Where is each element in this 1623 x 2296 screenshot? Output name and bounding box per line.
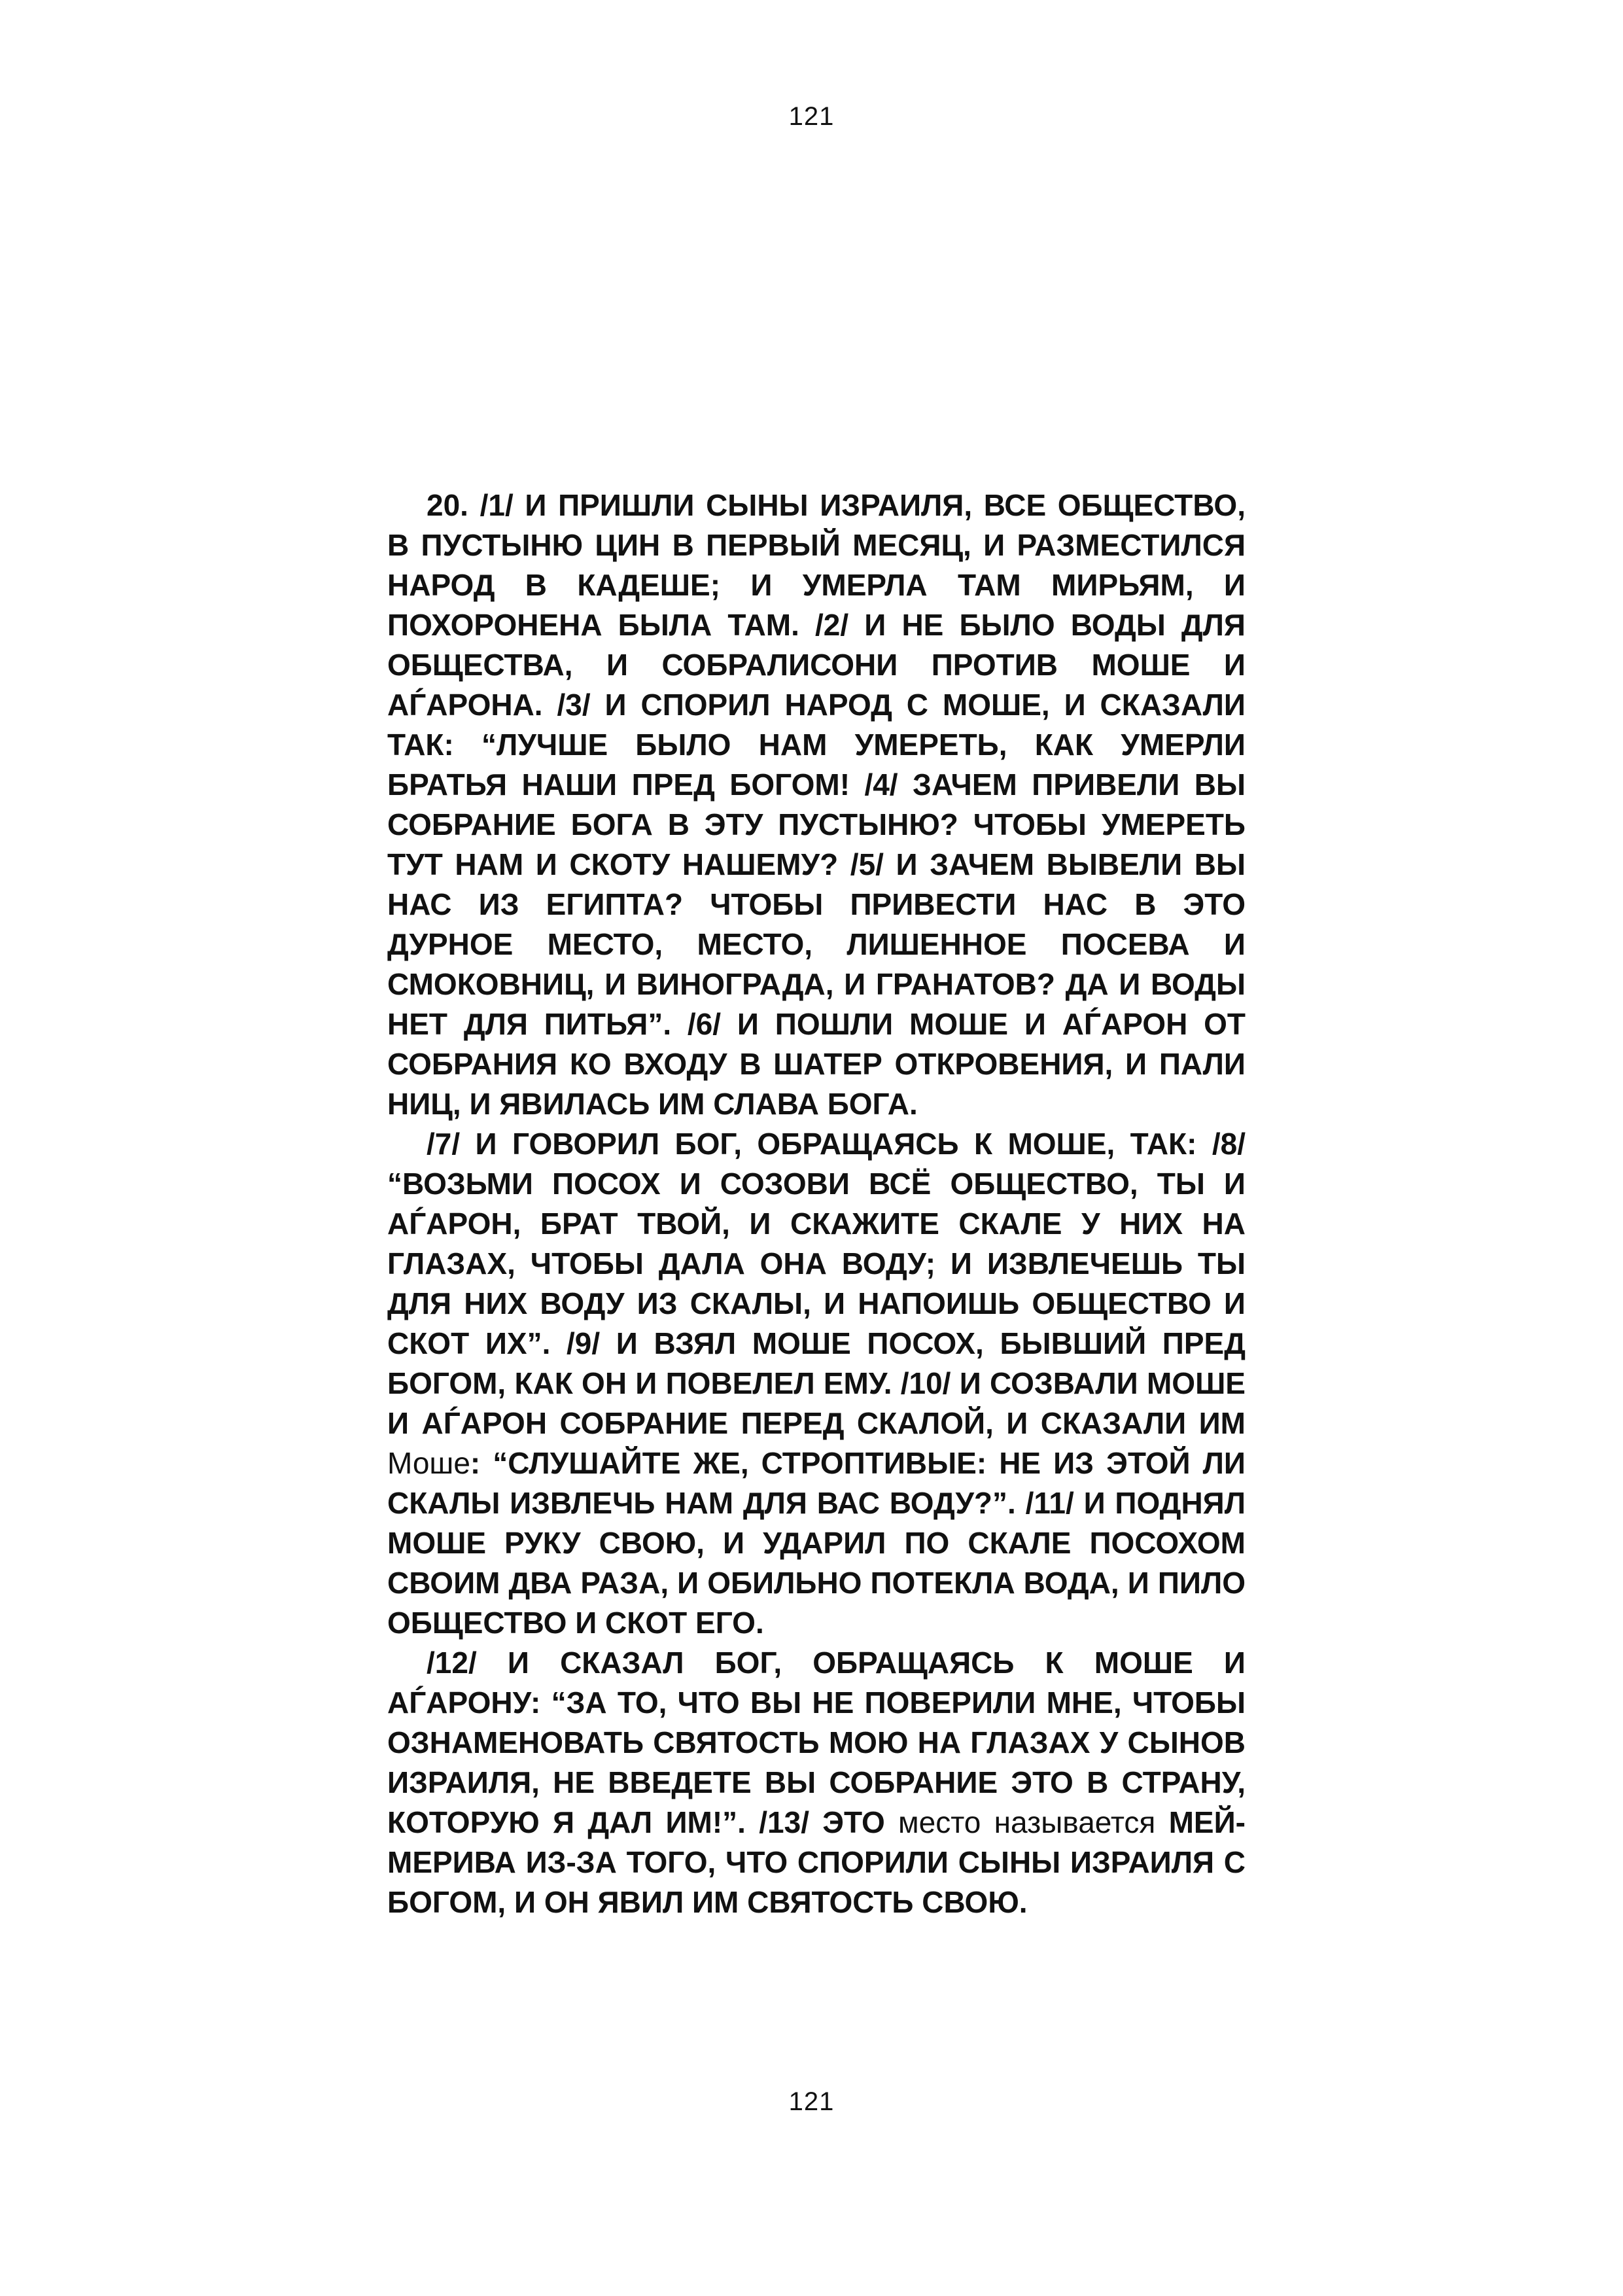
text-segment: МЕЙ-МЕРИВА ИЗ-ЗА ТОГО, ЧТО СПОРИЛИ СЫНЫ ИЗРАИЛЯ С БОГОМ, И ОН ЯВИЛ ИМ СВЯТОСТЬ СВОЮ. bbox=[387, 1805, 1246, 1919]
paragraph-1 bbox=[387, 486, 1246, 1124]
text-segment: /7/ И ГОВОРИЛ БОГ, ОБРАЩАЯСЬ К МОШЕ, ТАК: /8/ “ВОЗЬМИ ПОСОХ И СОЗОВИ ВСЁ ОБЩЕСТВО, ТЫ И АЃАРОН, БРАТ ТВОЙ, И СКАЖИТЕ СКАЛЕ У НИХ НА ГЛАЗАХ, ЧТОБЫ ДАЛА ОНА ВОДУ; И ИЗВЛЕЧЕШЬ ТЫ ДЛЯ НИХ ВОДУ ИЗ СКАЛЫ, И НАПОИШЬ ОБЩЕСТВО И СКОТ ИХ”. /9/ И ВЗЯЛ МОШЕ ПОСОХ, БЫВШИЙ ПРЕД БОГОМ, КАК ОН И ПОВЕЛЕЛ ЕМУ. /10/ И СОЗВАЛИ МОШЕ И АЃАРОН СОБРАНИЕ ПЕРЕД СКАЛОЙ, И СКАЗАЛИ ИМ bbox=[387, 1127, 1246, 1440]
text-segment-regular: Моше bbox=[387, 1446, 470, 1480]
page-number-top: 121 bbox=[788, 102, 835, 131]
page-number-bottom: 121 bbox=[788, 2087, 835, 2116]
text-segment: /12/ И СКАЗАЛ БОГ, ОБРАЩАЯСЬ К МОШЕ И АЃАРОНУ: “ЗА ТО, ЧТО ВЫ НЕ ПОВЕРИЛИ МНЕ, ЧТОБЫ ОЗНАМЕНОВАТЬ СВЯТОСТЬ МОЮ НА ГЛАЗАХ У СЫНОВ ИЗРАИЛЯ, НЕ ВВЕДЕТЕ ВЫ СОБРАНИЕ ЭТО В СТРАНУ, КОТОРУЮ Я ДАЛ ИМ!”. /13/ ЭТО bbox=[387, 1646, 1246, 1839]
paragraph-3 bbox=[387, 1643, 1246, 1922]
text-segment: 20. /1/ И ПРИШЛИ СЫНЫ ИЗРАИЛЯ, ВСЕ ОБЩЕСТВО, В ПУСТЫНЮ ЦИН В ПЕРВЫЙ МЕСЯЦ, И РАЗМЕСТИЛСЯ НАРОД В КАДЕШЕ; И УМЕРЛА ТАМ МИРЬЯМ, И ПОХОРОНЕНА БЫЛА ТАМ. /2/ И НЕ БЫЛО ВОДЫ ДЛЯ ОБЩЕСТВА, И СОБРАЛИСОНИ ПРОТИВ МОШЕ И АЃАРОНА. /3/ И СПОРИЛ НАРОД С МОШЕ, И СКАЗАЛИ ТАК: “ЛУЧШЕ БЫЛО НАМ УМЕРЕТЬ, КАК УМЕРЛИ БРАТЬЯ НАШИ ПРЕД БОГОМ! /4/ ЗАЧЕМ ПРИВЕЛИ ВЫ СОБРАНИЕ БОГА В ЭТУ ПУСТЫНЮ? ЧТОБЫ УМЕРЕТЬ ТУТ НАМ И СКОТУ НАШЕМУ? /5/ И ЗАЧЕМ ВЫВЕЛИ ВЫ НАС ИЗ ЕГИПТА? ЧТОБЫ ПРИВЕСТИ НАС В ЭТО ДУРНОЕ МЕСТО, МЕСТО, ЛИШЕННОЕ ПОСЕВА И СМОКОВНИЦ, И ВИНОГРАДА, И ГРАНАТОВ? ДА И ВОДЫ НЕТ ДЛЯ ПИТЬЯ”. /6/ И ПОШЛИ МОШЕ И АЃАРОН ОТ СОБРАНИЯ КО ВХОДУ В ШАТЕР ОТКРОВЕНИЯ, И ПАЛИ НИЦ, И ЯВИЛАСЬ ИМ СЛАВА БОГА. bbox=[387, 488, 1246, 1121]
body-text bbox=[387, 486, 1246, 1922]
paragraph-2 bbox=[387, 1124, 1246, 1643]
text-segment-regular: место называется bbox=[898, 1805, 1156, 1839]
text-segment: : “СЛУШАЙТЕ ЖЕ, СТРОПТИВЫЕ: НЕ ИЗ ЭТОЙ ЛИ СКАЛЫ ИЗВЛЕЧЬ НАМ ДЛЯ ВАС ВОДУ?”. /11/ И ПОДНЯЛ МОШЕ РУКУ СВОЮ, И УДАРИЛ ПО СКАЛЕ ПОСОХОМ СВОИМ ДВА РАЗА, И ОБИЛЬНО ПОТЕКЛА ВОДА, И ПИЛО ОБЩЕСТВО И СКОТ ЕГО. bbox=[387, 1446, 1246, 1640]
